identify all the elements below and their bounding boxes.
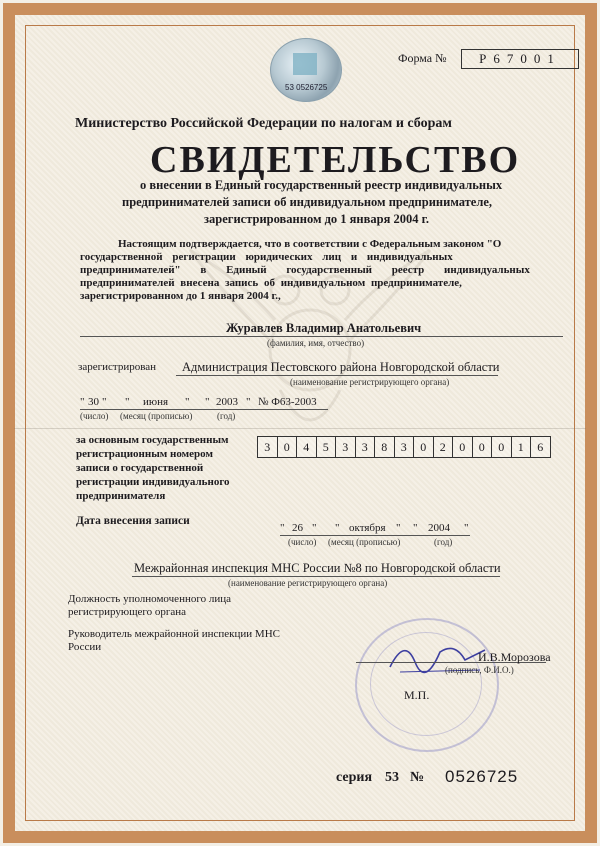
subtitle-line-2: предпринимателей записи об индивидуальном предпринимателе,	[122, 195, 493, 209]
entry-day: 26	[292, 522, 303, 534]
ogrn-digit: 0	[472, 436, 493, 458]
ministry-name: Министерство Российской Федерации по налогам и сборам	[75, 116, 452, 131]
ogrn-label-4: регистрации индивидуального	[76, 476, 230, 488]
signature-caption: (подпись, Ф.И.О.)	[445, 665, 514, 675]
ogrn-digit: 3	[335, 436, 356, 458]
ogrn-label-2: регистрационным номером	[76, 448, 213, 460]
document-title: СВИДЕТЕЛЬСТВО	[150, 139, 521, 181]
ogrn-digit: 6	[530, 436, 551, 458]
ogrn-digit: 3	[394, 436, 415, 458]
position-label-1: Должность уполномоченного лица	[68, 593, 231, 605]
ogrn-label-3: записи о государственной	[76, 462, 204, 474]
official-name: И.В.Морозова	[478, 650, 551, 664]
ogrn-number	[258, 436, 551, 458]
form-number: Р67001	[461, 49, 579, 69]
subtitle-line-1: о внесении в Единый государственный реестр индивидуальных	[140, 178, 503, 192]
ogrn-digit: 0	[413, 436, 434, 458]
ogrn-label-5: предпринимателя	[76, 490, 166, 502]
series-label: серия	[336, 770, 373, 785]
ogrn-digit: 0	[277, 436, 298, 458]
intro-line-1: Настоящим подтверждается, что в соответствии с Федеральным законом "О	[118, 238, 502, 250]
inspection-name: Межрайонная инспекция МНС России №8 по Новгородской области	[134, 561, 501, 575]
ogrn-label-1: за основным государственным	[76, 434, 229, 446]
entry-day-caption: (число)	[288, 537, 317, 547]
reg-day-caption: (число)	[80, 411, 109, 421]
subtitle-line-3: зарегистрированном до 1 января 2004 г.	[204, 212, 429, 226]
ogrn-digit: 2	[433, 436, 454, 458]
reg-day: 30	[88, 396, 99, 408]
reg-month-caption: (месяц (прописью)	[120, 411, 193, 421]
entry-date-label: Дата внесения записи	[76, 515, 190, 527]
reg-year: 2003	[216, 396, 238, 408]
series-number: 0526725	[445, 767, 519, 786]
ogrn-digit: 0	[491, 436, 512, 458]
series-no: №	[410, 770, 425, 785]
ogrn-digit: 3	[355, 436, 376, 458]
authority-caption: (наименование регистрирующего органа)	[290, 377, 450, 387]
hologram-seal	[270, 38, 342, 102]
entry-year-caption: (год)	[434, 537, 453, 547]
position-1: Руководитель межрайонной инспекции МНС	[68, 628, 280, 640]
ogrn-digit: 4	[296, 436, 317, 458]
ogrn-digit: 1	[511, 436, 532, 458]
person-caption: (фамилия, имя, отчество)	[267, 338, 365, 348]
ogrn-digit: 8	[374, 436, 395, 458]
entry-year: 2004	[428, 522, 450, 534]
position-2: России	[68, 641, 102, 653]
form-label: Форма №	[398, 51, 447, 65]
reg-month: июня	[143, 396, 169, 408]
hologram-number: 53 0526725	[285, 83, 328, 92]
inspection-caption: (наименование регистрирующего органа)	[228, 578, 388, 588]
intro-line-3: предпринимателей" в Единый государственный реестр индивидуальных	[80, 264, 530, 276]
ogrn-digit: 3	[257, 436, 278, 458]
ogrn-digit: 0	[452, 436, 473, 458]
intro-line-5: зарегистрированном до 1 января 2004 г.,	[80, 290, 281, 302]
entry-month-caption: (месяц (прописью)	[328, 537, 401, 547]
person-name: Журавлев Владимир Анатольевич	[226, 321, 422, 335]
intro-line-2: государственной регистрации юридических лиц и индивидуальных	[80, 251, 453, 263]
ogrn-digit: 5	[316, 436, 337, 458]
intro-line-4: предпринимателей внесена запись об индивидуальном предпринимателе,	[80, 277, 462, 289]
entry-month: октября	[349, 522, 386, 534]
series-code: 53	[385, 770, 399, 785]
registered-label: зарегистрирован	[78, 361, 157, 373]
seal-place-label: М.П.	[404, 688, 430, 702]
position-label-2: регистрирующего органа	[68, 606, 187, 618]
registering-authority: Администрация Пестовского района Новгородской области	[182, 360, 500, 374]
reg-number: № Ф63-2003	[258, 396, 317, 408]
reg-year-caption: (год)	[217, 411, 236, 421]
certificate-page: 53 0526725 Форма № Р67001 Министерство Российской Федерации по налогам и сборам СВИДЕТЕЛЬСТВО о внесении в Единый государственный реестр индивидуальных предпринимателей записи об индивидуальном предпринимателе, зарегистрированном до 1 января 2004 г. Настоящим подтверждается, что в соответствии с Федеральным законом "О государственной регистрации юридических лиц и индивидуальных предпринимателей" в Единый государственный реестр индивидуальных предпринимателей внесена запись об индивидуальном предпринимателе, зарегистрированном до 1 января 2004 г., Журавлев Владимир Анатольевич (фамилия, имя, отчество) зарегистрирован Администрация Пестовского района Новгородской области (наименование регистрирующего органа) " 30 " " июня " " 2003 " № Ф63-2003 (число) (месяц (прописью) (год) за основным государственным регистрационным номером записи о государственной регистрации индивидуального предпринимателя 3 0 4 5 3 3 8 3 0 2 0 0 0 1 6 Дата внесения записи " 26 " " октября " " 2004 " (число) (месяц (прописью) (год) Межрайонная инспекция МНС России №8 по Новгородской области (наименование регистрирующего органа) Должность уполномоченного лица регистрирующего органа Руководитель межрайонной инспекции МНС России И.В.Морозова (подпись, Ф.И.О.) М.П. серия 53 № 0526725	[0, 0, 600, 846]
